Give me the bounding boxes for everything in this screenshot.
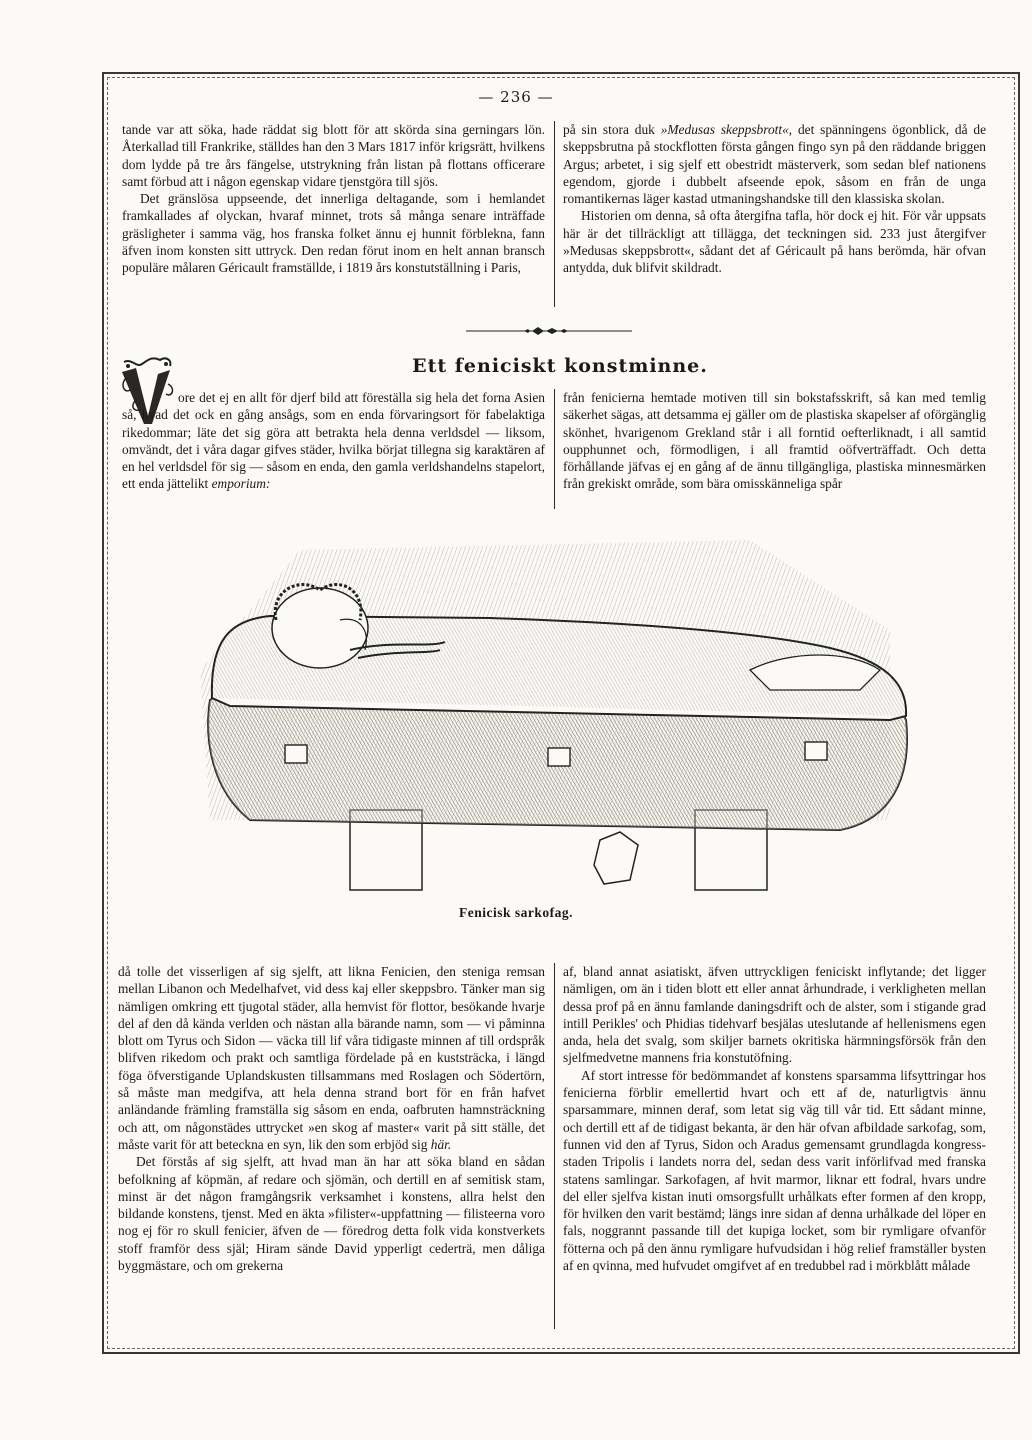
sarcophagus-illustration — [190, 520, 920, 900]
paragraph: Det förstås af sig sjelft, att hvad man än har att söka bland en sådan befolkning af köpmän, af redare och sjömän, och dertill en af semitisk stam, minst är det någon framgångsrik verksamhet i konstens, allra helst den bildande konstens, tjenst. Med en äkta »filister«-uppfattning — filisteerna voro nog ej för ro skull fenicier, äfven de — föredrog detta folk vida konstverkets stoff framför dess själ; Hiram sände David ypperligt cederträ, men dåliga byggmästare, och om grekerna — [118, 1154, 545, 1274]
paragraph: ore det ej en allt för djerf bild att föreställa sig hela det forna Asien så, hvad det ock en gång ansågs, som en enda förvaringsort för fabelaktiga rikedommar; läte det sig göra att betrakta hela denna verldsdel — liksom, omvändt, det i våra dagar gifves städer, hvilka börjat tillegna sig karaktären af en hel verldsdel för sig — såsom en enda, den gamla verldshandelns stapelort, ett enda jättelikt emporium: — [122, 390, 545, 492]
paragraph: då tolle det visserligen af sig sjelft, att likna Fenicien, den steniga remsan mellan Libanon och Medelhafvet, vid dess kaj eller skeppsbro. Tänker man sig nämligen omkring ett tjugotal städer, alla hemvist för flottor, besökande hvarje del af den då kända verlden och nästan alla bärande namn, som — vi påminna blott om Tyrus och Sidon — väcka till lif våra tidigaste minnen af till ordspråk blifven rikedom och prakt och samtliga fördelade på en kuststräcka, i längd föga öfverstigande Uplandskusten tillsammans med Roslagen och Södertörn, så måste man medgifva, att hela denna strand bort för en från hafvet anländande främling framställa sig såsom en enda, oafbruten hamnsträckning och att, om någonstädes uttrycket »en skog af master« varit på sitt ställe, det måste varit för att beteckna en syn, lik den som erbjöd sig här. — [118, 964, 545, 1152]
ornament-divider — [466, 325, 632, 337]
top-right-column — [563, 121, 986, 277]
mid-right-column — [563, 389, 986, 493]
column-divider — [554, 963, 555, 1329]
column-divider — [554, 121, 555, 307]
paragraph: Det gränslösa uppseende, det innerliga deltagande, som i hemlandet framkallades af olyckan, hvaraf minnet, trots så många senare inträffade gräsligheter i samma väg, hos franska folket ännu ej hunnit förblekna, fann äfven inom konsten sitt uttryck. Den redan förut inom en helt annan bransch populäre målaren Géricault framställde, i 1819 års konstutställning i Paris, — [122, 191, 545, 276]
column-divider — [554, 389, 555, 509]
paragraph: Af stort intresse för bedömmandet af konstens sparsamma lifsyttringar hos fenicierna förblir emellertid hvart och ett af de, naturligtvis ännu sparsammare, minnen deraf, som letat sig väg till vår tid. Ett sådant minne, och dertill ett af de tidigast bekanta, är den här ofvan afbildade sarkofag, som, funnen vid den af Tyrus, Sidon och Aradus gemensamt grundlagda kongress-staden Tripolis i landets norra del, sedan dess varit införlifvad med franska statens samlingar. Sarkofagen, af hvit marmor, liknar ett fodral, hvars undre del eller sjelfva kistan inuti omsorgsfullt urhålkats efter formen af den kropp, för hvilken den varit bestämd; längs inre sidan af denna urhålkade del löper en fals, noggrannt passande till det kupiga locket, som bir rymligare ofvanför fötterna och på den ännu rymligare hufvudsidan i hög relief framställer bysten af en qvinna, med hufvudet omgifvet af en tredubbel rad i mörkblått målade — [563, 1067, 986, 1274]
figure-caption: Fenicisk sarkofag. — [458, 905, 573, 920]
article-title: Ett feniciskt konstminne. — [412, 355, 708, 377]
bottom-right-column — [563, 963, 986, 1274]
bottom-left-column — [118, 963, 545, 1274]
paragraph: af, bland annat asiatiskt, äfven uttryckligen feniciskt inflytande; det ligger nämligen, om än i tiden blott ett eller annat århundrade, i verkligheten mellan dessa prof på en ännu famlande daningsdrift och de alster, som i stigande grad intill Perikles' och Phidias tidehvarf besjälas uteslutande af hellenismens egen anda, hela det svalg, som skiljer barnets okritiska härmningsförsök från den sjelfmedvetne mannens fria konstutöfning. — [563, 964, 986, 1066]
mid-left-column — [122, 389, 545, 493]
top-left-column — [122, 121, 545, 277]
paragraph: från fenicierna hemtade motiven till sin bokstafsskrift, så kan med temlig säkerhet sägas, att detsamma ej gäller om de plastiska skapelser af oförgänglig skönhet, hvarigenom Grekland står i all forntid oefterliknadt, i all samtid oupphunnet och, förmodligen, i all framtid oöfverträffadt. Och detta förhållande jäfvas ej en gång af de ännu tillgängliga, plastiska minnesmärken från grekiskt område, som bära omisskänneliga spår — [563, 390, 986, 492]
paragraph: tande var att söka, hade räddat sig blott för att skörda sina gerningars lön. Återkallad till Frankrike, ställdes han den 3 Mars 1817 inför krigsrätt, hvilkens dom lydde på tre års fängelse, utstrykning från listan på flottans officerare samt förbud att i någon egenskap vidare tjenstgöra till sjös. — [122, 122, 545, 189]
paragraph: på sin stora duk »Medusas skeppsbrott«, det spänningens ögonblick, då de skeppsbrutna på stockflotten första gången fingo syn på den räddande briggen Argus; arbetet, i sig sjelf ett obestridt mästerverk, som sedan blef nationens egendom, gjorde i dubbelt afseende epok, såsom en från de unga romantikernas läger kastad utmaningshandske till den klassiska skolan. — [563, 122, 987, 207]
paragraph: Historien om denna, så ofta återgifna tafla, hör dock ej hit. För vår uppsats här är det tillräckligt att tillägga, det teckningen sid. 233 just återgifver »Medusas skeppsbrott«, sådant det af Géricault på hans berömda, här ofvan antydda, duk blifvit skildradt. — [563, 208, 986, 276]
page-number: — 236 — — [478, 88, 554, 106]
